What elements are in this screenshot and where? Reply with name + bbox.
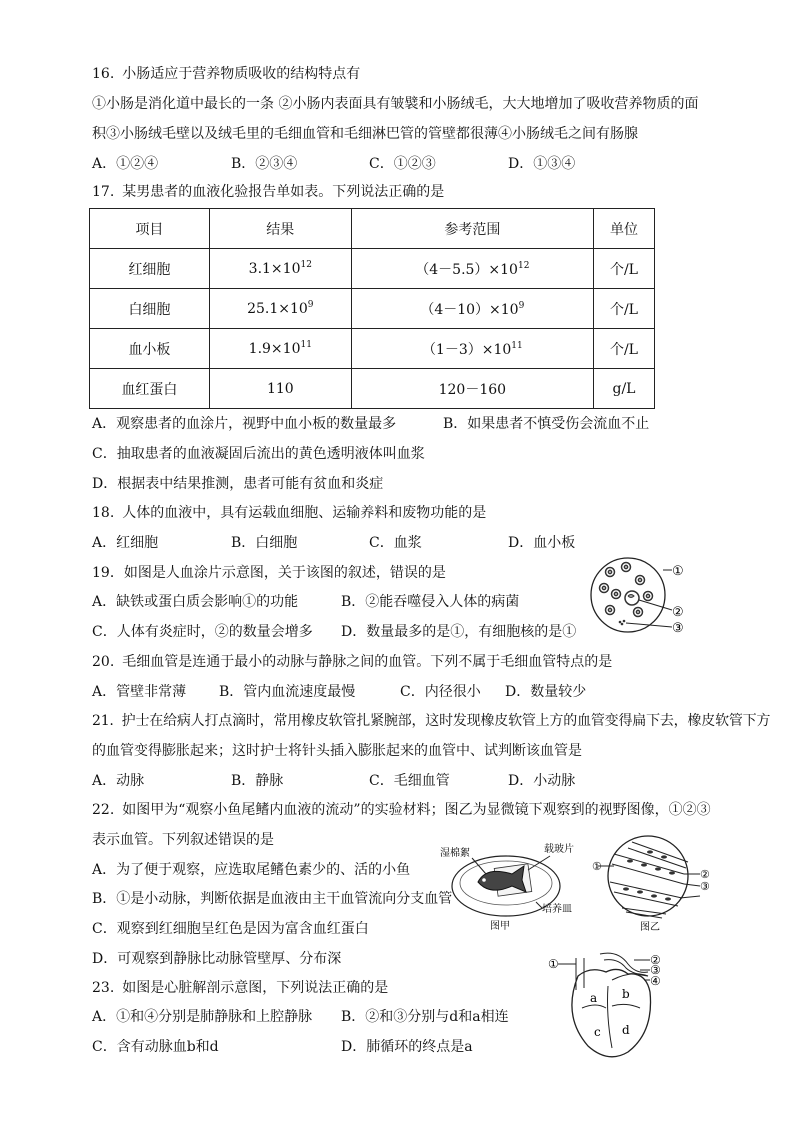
q16-option-c: C．①②③ (369, 156, 436, 172)
table-row (90, 369, 655, 409)
table-cell-range: 120－160 (351, 369, 593, 409)
q21-line2: 的血管变得膨胀起来；这时护士将针头插入膨胀起来的血管中、试判断该血管是 (92, 743, 582, 759)
heart-chamber-b: b (622, 987, 630, 1001)
table-header-cell: 结果 (209, 209, 351, 249)
table-header-cell: 项目 (90, 209, 210, 249)
microscope-view-figure (592, 832, 722, 932)
microscope-label-2: ② (700, 868, 710, 881)
table-cell-range: $(4-5.5)\times 10^{12}$ (351, 249, 593, 289)
q20-number: 20. (92, 654, 115, 670)
q23-option-d: D．肺循环的终点是a (341, 1039, 473, 1055)
q16-stem (92, 64, 360, 84)
heart-chamber-c: c (594, 1025, 601, 1039)
q22-number: 22. (92, 802, 115, 818)
q21-option-a: A．动脉 (92, 773, 145, 789)
q16-option-d: D．①③④ (508, 156, 576, 172)
heart-label-1: ① (548, 957, 559, 971)
q18-option-a: A．红细胞 (92, 535, 159, 551)
fish-dish-caption: 图甲 (490, 921, 510, 932)
table-cell-unit: g/L (593, 369, 654, 409)
blood-test-table (89, 208, 655, 409)
table-header-cell: 参考范围 (351, 209, 593, 249)
blood-smear-label-2: ② (672, 605, 684, 620)
q16-option-a: A．①②④ (92, 156, 159, 172)
blood-smear-figure (590, 550, 690, 640)
q22-option-b: B．①是小动脉，判断依据是血液由主干血管流向分支血管 (92, 891, 453, 907)
q17-option-b: B．如果患者不慎受伤会流血不止 (443, 416, 650, 432)
q17-option-c: C．抽取患者的血液凝固后流出的黄色透明液体叫血浆 (92, 446, 425, 462)
q21-option-b: B．静脉 (231, 773, 284, 789)
microscope-label-1: ① (592, 860, 602, 873)
q23-option-a: A．①和④分别是肺静脉和上腔静脉 (92, 1009, 313, 1025)
q18-stem-text: 人体的血液中，具有运载血细胞、运输养料和废物功能的是 (122, 505, 487, 521)
table-header-cell: 单位 (593, 209, 654, 249)
table-cell-item: 血小板 (90, 329, 210, 369)
table-cell-result: $1.9\times 10^{11}$ (209, 329, 351, 369)
microscope-label-3: ③ (700, 880, 710, 893)
table-header-row (90, 209, 655, 249)
table-cell-unit: 个/L (593, 289, 654, 329)
q22-option-a: A．为了便于观察，应选取尾鳍色素少的、活的小鱼 (92, 862, 411, 878)
q19-option-c: C．人体有炎症时，②的数量会增多 (92, 624, 313, 640)
table-cell-range: $(1-3)\times 10^{11}$ (351, 329, 593, 369)
q16-stem-text: 小肠适应于营养物质吸收的结构特点有 (122, 66, 361, 82)
heart-label-2: ② (650, 953, 661, 967)
q16-number: 16. (92, 66, 115, 82)
q18-number: 18. (92, 505, 115, 521)
q20-option-c: C．内径很小 (400, 684, 481, 700)
table-cell-item: 血红蛋白 (90, 369, 210, 409)
heart-label-3: ③ (650, 963, 661, 977)
table-cell-result: 110 (209, 369, 351, 409)
heart-label-4: ④ (650, 974, 661, 988)
q21-number: 21. (92, 713, 114, 729)
q23-stem-text: 如图是心脏解剖示意图，下列说法正确的是 (122, 980, 389, 996)
table-row (90, 329, 655, 369)
q22-line1-text: 如图甲为“观察小鱼尾鳍内血液的流动”的实验材料；图乙为显微镜下观察到的视野图像，①②③ (122, 802, 711, 818)
table-row (90, 289, 655, 329)
table-cell-unit: 个/L (593, 329, 654, 369)
q17-option-a: A．观察患者的血涂片，视野中血小板的数量最多 (92, 416, 397, 432)
fish-dish-label-slide: 载玻片 (544, 844, 574, 855)
q21-line1 (92, 711, 770, 731)
q21-line1-text: 护士在给病人打点滴时，常用橡皮软管扎紧腕部，这时发现橡皮软管上方的血管变得扁下去，橡皮软管下方 (121, 713, 771, 729)
q18-option-d: D．血小板 (508, 535, 576, 551)
blood-smear-label-1: ① (672, 564, 684, 579)
q16-option-b: B．②③④ (231, 156, 298, 172)
q20-option-b: B．管内血流速度最慢 (219, 684, 356, 700)
q17-option-d: D．根据表中结果推测，患者可能有贫血和炎症 (92, 476, 384, 492)
heart-chamber-d: d (622, 1023, 630, 1037)
q20-stem (92, 652, 612, 672)
q16-line2: 积③小肠绒毛壁以及绒毛里的毛细血管和毛细淋巴管的管壁都很薄④小肠绒毛之间有肠腺 (92, 126, 638, 142)
q21-option-d: D．小动脉 (508, 773, 576, 789)
fish-dish-label-dish: 培养皿 (542, 904, 572, 915)
fish-dish-figure (438, 836, 588, 932)
q23-stem (92, 978, 388, 998)
table-cell-result: $25.1\times 10^9$ (209, 289, 351, 329)
heart-chamber-a: a (590, 991, 598, 1005)
table-cell-item: 白细胞 (90, 289, 210, 329)
q22-line2: 表示血管。下列叙述错误的是 (92, 832, 274, 848)
q18-option-c: C．血浆 (369, 535, 422, 551)
q19-option-b: B．②能吞噬侵入人体的病菌 (341, 594, 520, 610)
q23-number: 23. (92, 980, 115, 996)
table-cell-range: $(4-10)\times 10^9$ (351, 289, 593, 329)
q21-option-c: C．毛细血管 (369, 773, 450, 789)
table-row (90, 249, 655, 289)
q22-line1 (92, 800, 711, 820)
heart-diagram (548, 950, 678, 1062)
table-cell-item: 红细胞 (90, 249, 210, 289)
blood-smear-label-3: ③ (672, 621, 684, 636)
q20-option-d: D．数量较少 (505, 684, 587, 700)
q17-number: 17. (92, 184, 115, 200)
table-cell-unit: 个/L (593, 249, 654, 289)
q17-stem (92, 182, 444, 202)
q22-option-d: D．可观察到静脉比动脉管壁厚、分布深 (92, 951, 342, 967)
table-cell-result: $3.1\times 10^{12}$ (209, 249, 351, 289)
q17-stem-text: 某男患者的血液化验报告单如表。下列说法正确的是 (122, 184, 445, 200)
q20-stem-text: 毛细血管是连通于最小的动脉与静脉之间的血管。下列不属于毛细血管特点的是 (122, 654, 613, 670)
q22-option-c: C．观察到红细胞呈红色是因为富含血红蛋白 (92, 921, 369, 937)
q16-line1: ①小肠是消化道中最长的一条 ②小肠内表面具有皱襞和小肠绒毛，大大地增加了吸收营养物质的面 (92, 96, 699, 112)
q18-stem (92, 503, 486, 523)
q20-option-a: A．管壁非常薄 (92, 684, 187, 700)
q19-option-a: A．缺铁或蛋白质会影响①的功能 (92, 594, 299, 610)
q19-stem: 19．如图是人血涂片示意图，关于该图的叙述，错误的是 (92, 565, 446, 581)
q23-option-b: B．②和③分别与d和a相连 (341, 1009, 509, 1025)
microscope-caption: 图乙 (640, 922, 660, 932)
q19-option-d: D．数量最多的是①，有细胞核的是① (341, 624, 577, 640)
q18-option-b: B．白细胞 (231, 535, 298, 551)
q23-option-c: C．含有动脉血b和d (92, 1039, 219, 1055)
fish-dish-label-cotton: 湿棉絮 (440, 848, 470, 859)
